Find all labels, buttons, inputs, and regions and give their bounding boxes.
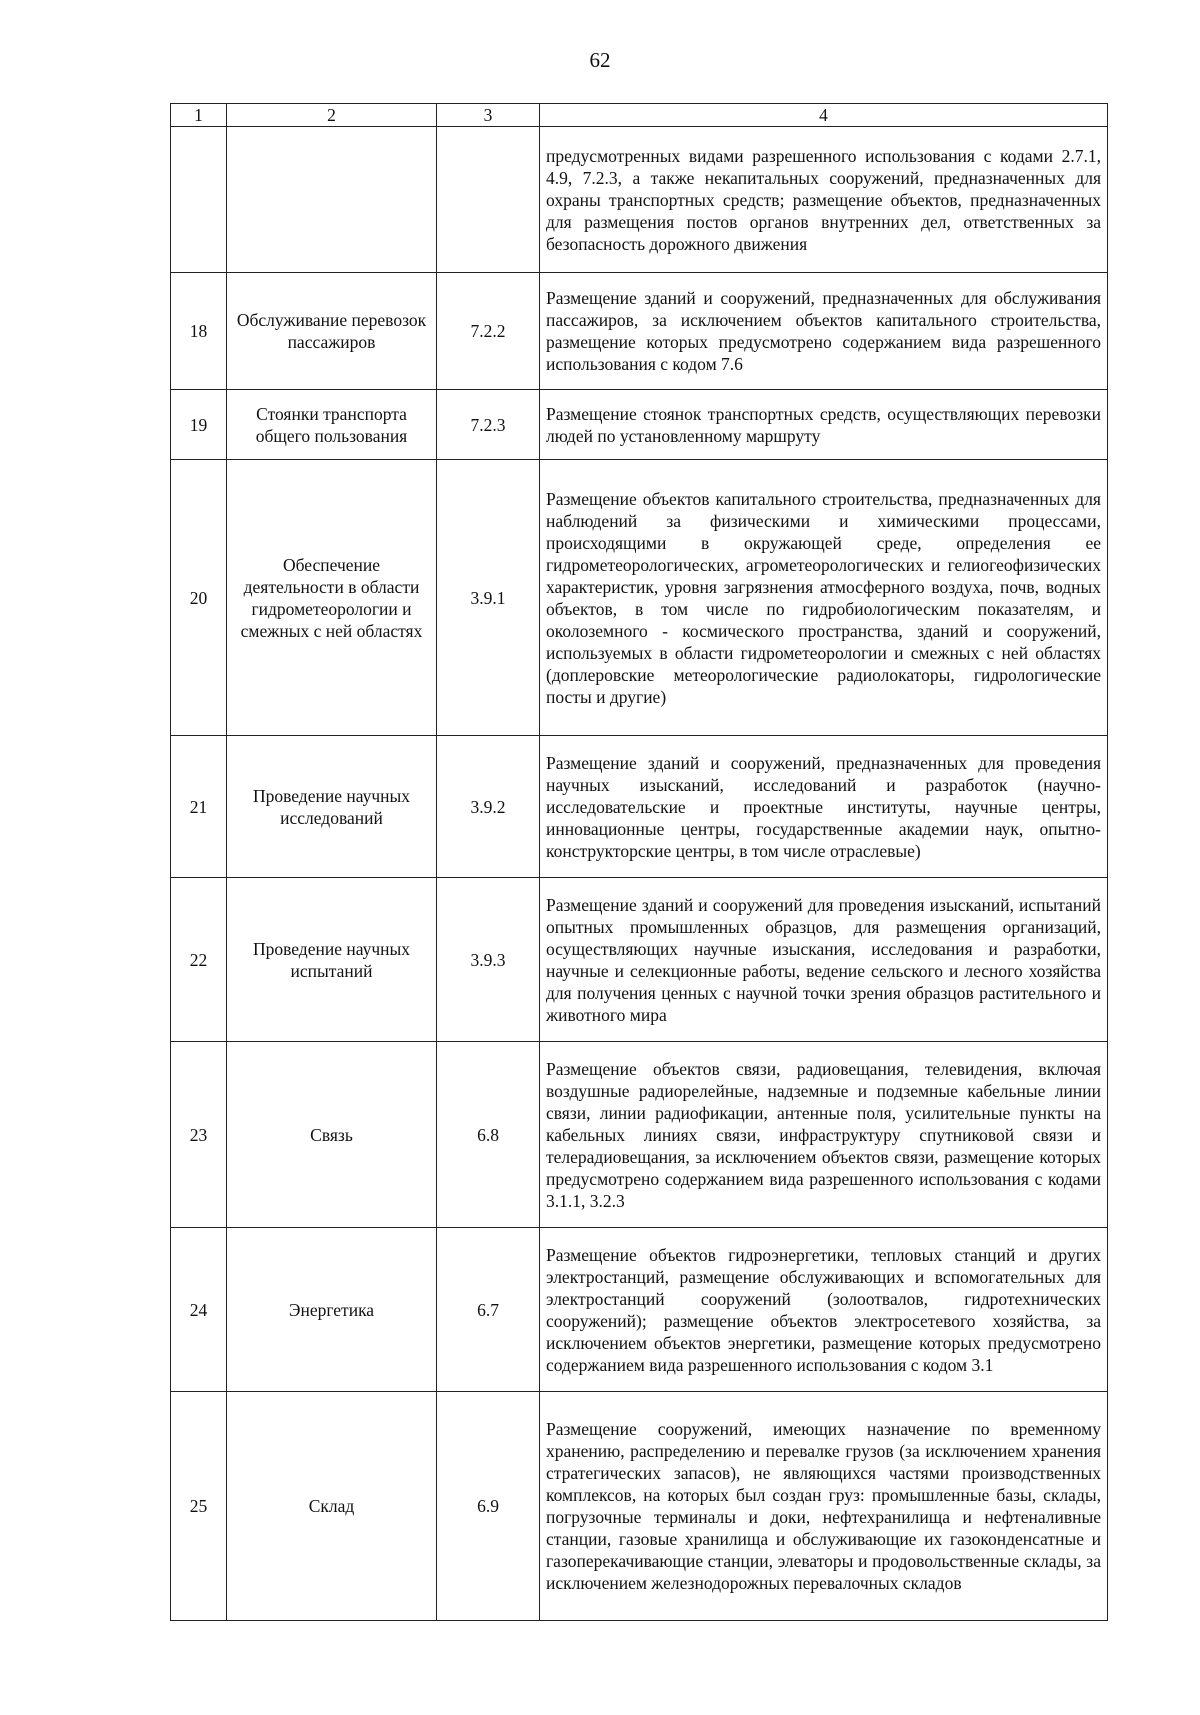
use-type-name: Обслуживание перевозок пассажиров bbox=[227, 273, 437, 390]
use-type-name: Связь bbox=[227, 1042, 437, 1228]
row-number: 22 bbox=[171, 878, 227, 1042]
column-header-1: 1 bbox=[171, 104, 227, 127]
column-header-2: 2 bbox=[227, 104, 437, 127]
use-type-code: 6.9 bbox=[437, 1392, 540, 1621]
table-row bbox=[171, 736, 1108, 878]
use-type-name: Обеспечение деятельности в области гидрометеорологии и смежных с ней областях bbox=[227, 460, 437, 736]
use-type-name: Проведение научных исследований bbox=[227, 736, 437, 878]
use-type-description: Размещение зданий и сооружений, предназначенных для обслуживания пассажиров, за исключением объектов капитального строительства, размещение которых предусмотрено содержанием вида разрешенного использования с кодом 7.6 bbox=[540, 273, 1108, 390]
row-number bbox=[171, 127, 227, 273]
use-type-code: 7.2.3 bbox=[437, 390, 540, 460]
use-type-description: Размещение объектов капитального строительства, предназначенных для наблюдений за физическими и химическими процессами, происходящими в окружающей среде, определения ее гидрометеорологических, агрометеорологических и гелиогеофизических характеристик, уровня загрязнения атмосферного воздуха, почв, водных объектов, в том числе по гидробиологическим показателям, и околоземного - космического пространства, зданий и сооружений, используемых в области гидрометеорологии и смежных с ней областях (доплеровские метеорологические радиолокаторы, гидрологические посты и другие) bbox=[540, 460, 1108, 736]
use-type-code: 3.9.2 bbox=[437, 736, 540, 878]
row-number: 23 bbox=[171, 1042, 227, 1228]
row-number: 18 bbox=[171, 273, 227, 390]
table-row bbox=[171, 127, 1108, 273]
use-type-code bbox=[437, 127, 540, 273]
land-use-table bbox=[170, 103, 1108, 1621]
row-number: 21 bbox=[171, 736, 227, 878]
use-type-code: 3.9.3 bbox=[437, 878, 540, 1042]
row-number: 19 bbox=[171, 390, 227, 460]
use-type-name: Энергетика bbox=[227, 1228, 437, 1392]
row-number: 24 bbox=[171, 1228, 227, 1392]
use-type-code: 6.7 bbox=[437, 1228, 540, 1392]
use-type-code: 6.8 bbox=[437, 1042, 540, 1228]
table-row bbox=[171, 1228, 1108, 1392]
table-row bbox=[171, 878, 1108, 1042]
row-number: 25 bbox=[171, 1392, 227, 1621]
use-type-description: Размещение объектов гидроэнергетики, тепловых станций и других электростанций, размещение обслуживающих и вспомогательных для электростанций сооружений (золоотвалов, гидротехнических сооружений); размещение объектов электросетевого хозяйства, за исключением объектов энергетики, размещение которых предусмотрено содержанием вида разрешенного использования с кодом 3.1 bbox=[540, 1228, 1108, 1392]
use-type-name: Склад bbox=[227, 1392, 437, 1621]
table-row bbox=[171, 390, 1108, 460]
table-row bbox=[171, 1392, 1108, 1621]
table-header-row bbox=[171, 104, 1108, 127]
use-type-description: Размещение стоянок транспортных средств, осуществляющих перевозки людей по установленному маршруту bbox=[540, 390, 1108, 460]
use-type-name: Стоянки транспорта общего пользования bbox=[227, 390, 437, 460]
use-type-description: Размещение зданий и сооружений для проведения изысканий, испытаний опытных промышленных образцов, для размещения организаций, осуществляющих научные изыскания, исследования и разработки, научные и селекционные работы, ведение сельского и лесного хозяйства для получения ценных с научной точки зрения образцов растительного и животного мира bbox=[540, 878, 1108, 1042]
row-number: 20 bbox=[171, 460, 227, 736]
use-type-name: Проведение научных испытаний bbox=[227, 878, 437, 1042]
use-type-name bbox=[227, 127, 437, 273]
table-row bbox=[171, 460, 1108, 736]
table-row bbox=[171, 273, 1108, 390]
use-type-code: 3.9.1 bbox=[437, 460, 540, 736]
use-type-description: Размещение зданий и сооружений, предназначенных для проведения научных изысканий, исследований и разработок (научно-исследовательские и проектные институты, научные центры, инновационные центры, государственные академии наук, опытно-конструкторские центры, в том числе отраслевые) bbox=[540, 736, 1108, 878]
table-row bbox=[171, 1042, 1108, 1228]
use-type-description: Размещение сооружений, имеющих назначение по временному хранению, распределению и перевалке грузов (за исключением хранения стратегических запасов), не являющихся частями производственных комплексов, на которых был создан груз: промышленные базы, склады, погрузочные терминалы и доки, нефтехранилища и нефтеналивные станции, газовые хранилища и обслуживающие их газоконденсатные и газоперекачивающие станции, элеваторы и продовольственные склады, за исключением железнодорожных перевалочных складов bbox=[540, 1392, 1108, 1621]
column-header-4: 4 bbox=[540, 104, 1108, 127]
page-number: 62 bbox=[589, 48, 611, 72]
column-header-3: 3 bbox=[437, 104, 540, 127]
use-type-description: предусмотренных видами разрешенного использования с кодами 2.7.1, 4.9, 7.2.3, а также некапитальных сооружений, предназначенных для охраны транспортных средств; размещение объектов, предназначенных для размещения постов органов внутренних дел, ответственных за безопасность дорожного движения bbox=[540, 127, 1108, 273]
use-type-description: Размещение объектов связи, радиовещания, телевидения, включая воздушные радиорелейные, надземные и подземные кабельные линии связи, линии радиофикации, антенные поля, усилительные пункты на кабельных линиях связи, инфраструктуру спутниковой связи и телерадиовещания, за исключением объектов связи, размещение которых предусмотрено содержанием вида разрешенного использования с кодами 3.1.1, 3.2.3 bbox=[540, 1042, 1108, 1228]
use-type-code: 7.2.2 bbox=[437, 273, 540, 390]
